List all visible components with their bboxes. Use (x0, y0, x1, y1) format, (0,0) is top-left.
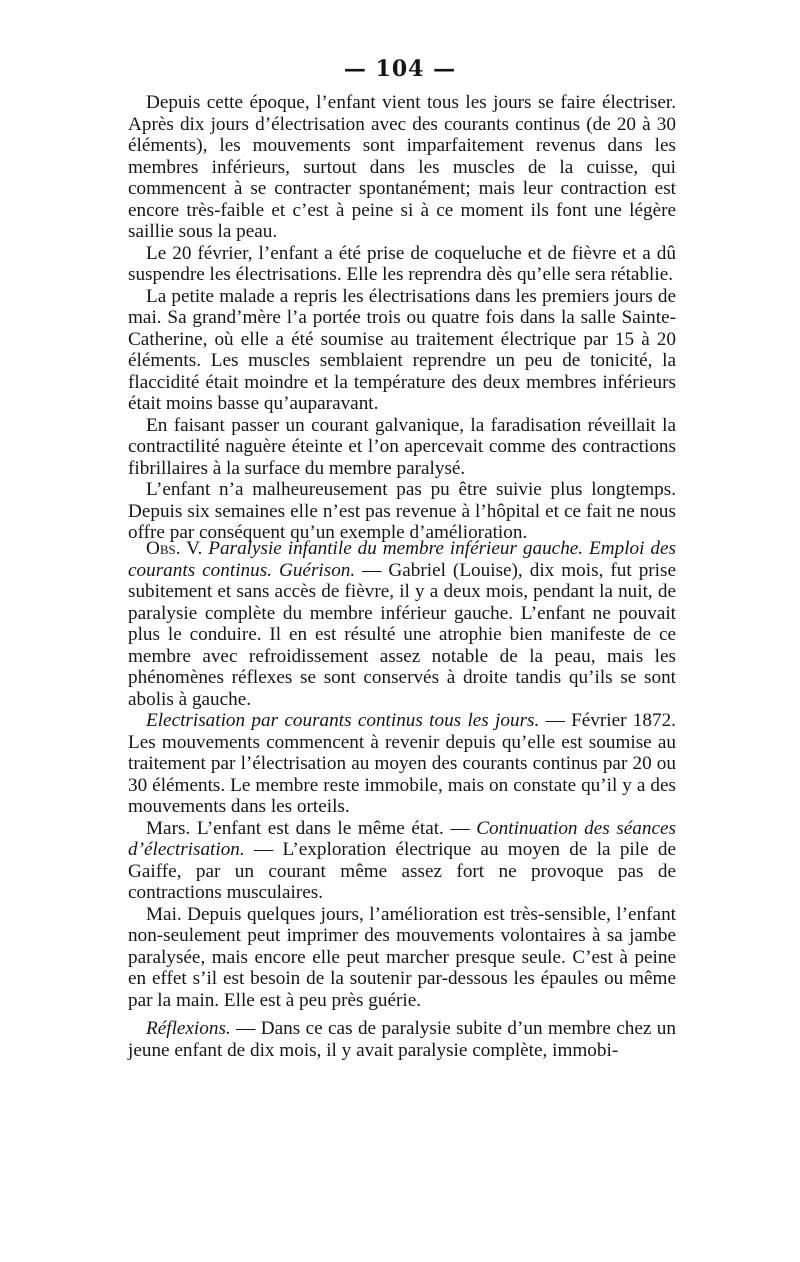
paragraph: Depuis cette époque, l’enfant vient tous les jours se faire électriser. Après dix jours d’électrisation avec des courants continus (de 20 à 30 éléments), les mouvements sont imparfaitement revenus dans les membres inférieurs, surtout dans les muscles de la cuisse, qui commencent à se contracter spontanément; mais leur contraction est encore très-faible et c’est à peine si à ce moment ils font une légère saillie sous la peau. (128, 92, 676, 242)
observation-title: Paralysie infantile du membre inférieur gauche. Emploi des courants continus. Guérison. (128, 538, 676, 581)
observation-label: Obs. V. (146, 538, 203, 559)
page-number: — 104 — (343, 56, 457, 82)
observation-intro (128, 538, 676, 710)
case-continuation (128, 92, 676, 544)
electrisation-text: — Février 1872. Les mouvements commencent à revenir depuis qu’elle est soumise au traitement par l’électrisation au moyen des courants continus par 20 ou 30 éléments. Le membre reste immobile, mais on constate qu’il y a des mouvements dans les orteils. (128, 710, 676, 817)
observation-intro-text: — Gabriel (Louise), dix mois, fut prise subitement et sans accès de fièvre, il y a deux mois, pendant la nuit, de paralysie complète du membre inférieur gauche. L’enfant ne pouvait plus le conduire. Il en est résulté une atrophie bien manifeste de ce membre avec refroidissement assez notable de la peau, mais les phénomènes réflexes se sont conservés à droite tandis qu’ils se sont abolis à gauche. (128, 559, 676, 710)
observation-v (128, 538, 676, 1011)
paragraph: Le 20 février, l’enfant a été prise de coqueluche et de fièvre et a dû suspendre les électrisations. Elle les reprendra dès qu’elle sera rétablie. (128, 242, 676, 285)
paragraph: En faisant passer un courant galvanique, la faradisation réveillait la contractilité naguère éteinte et l’on apercevait comme des contractions fibrillaires à la surface du membre paralysé. (128, 414, 676, 479)
observation-electrisation (128, 710, 676, 818)
reflexions-paragraph (128, 1018, 676, 1061)
observation-mars (128, 818, 676, 904)
observation-mai: Mai. Depuis quelques jours, l’amélioration est très-sensible, l’enfant non-seulement peut imprimer des mouvements volontaires à sa jambe paralysée, mais encore elle peut marcher presque seule. C’est à peine en effet s’il est besoin de la soutenir par-dessous les épaules ou même par la main. Elle est à peu près guérie. (128, 903, 676, 1011)
mars-text: Mars. L’enfant est dans le même état. — (146, 817, 477, 839)
electrisation-heading: Electrisation par courants continus tous les jours. (146, 710, 540, 731)
mars-end: — L’exploration électrique au moyen de la pile de Gaiffe, par un courant même assez fort ne provoque pas de contractions musculaires. (128, 839, 676, 903)
reflexions-section (128, 1018, 676, 1061)
reflexions-label: Réflexions. (146, 1018, 231, 1039)
reflexions-text: — Dans ce cas de paralysie subite d’un membre chez un jeune enfant de dix mois, il y avait paralysie complète, immobi- (128, 1018, 676, 1061)
mars-italic: Continuation des séances d’électrisation. (128, 817, 676, 860)
paragraph: La petite malade a repris les électrisations dans les premiers jours de mai. Sa grand’mère l’a portée trois ou quatre fois dans la salle Sainte-Catherine, où elle a été soumise au traitement électrique par 15 à 20 éléments. Les muscles semblaient reprendre un peu de tonicité, la flaccidité était moindre et la température des deux membres inférieurs était moins basse qu’auparavant. (128, 285, 676, 414)
paragraph: L’enfant n’a malheureusement pas pu être suivie plus longtemps. Depuis six semaines elle n’est pas revenue à l’hôpital et ce fait ne nous offre par conséquent qu’un exemple d’amélioration. (128, 479, 676, 543)
